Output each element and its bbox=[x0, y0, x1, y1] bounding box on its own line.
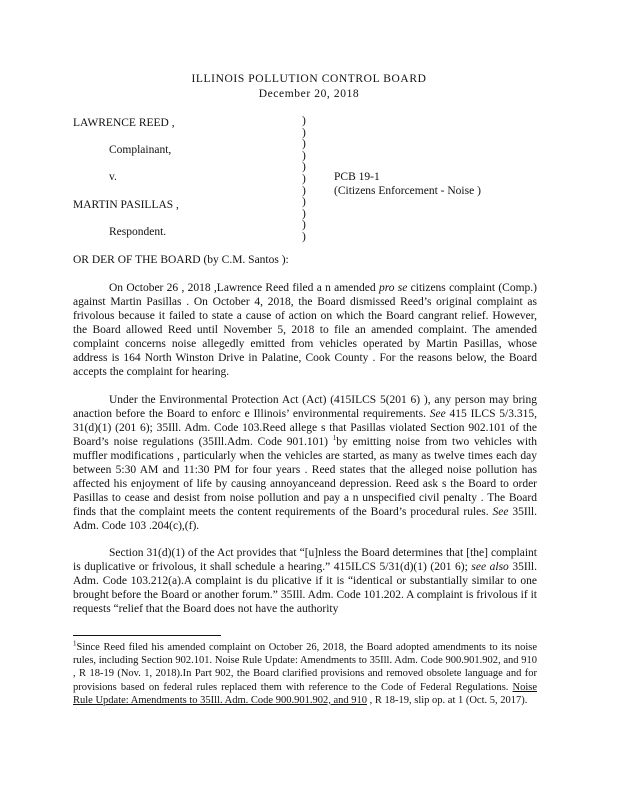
versus-label: v. bbox=[109, 171, 117, 183]
citation-signal: see also bbox=[471, 561, 509, 573]
paragraph-section-31 bbox=[73, 546, 537, 616]
paragraph-act-text-c: by emitting noise from two vehicles with muffler modifications , particularly when the vehicles are started, as many as twelve times each day between 5:30 AM and 11:30 PM for four years . Reed states that the alleged noise pollution has affected his enjoyment of life by causing annoyanceand depression. Reed ask s the Board to order Pasillas to cease and desist from noise pollution and pay a n unspecified civil penalty . The Board finds that the complaint meets the content requirements of the Board’s procedural rules. bbox=[73, 436, 537, 518]
paragraph-section-31-text-b: 35Ill. Adm. Code 103.212(a).A complaint is du plicative if it is “identical or substantially similar to one brought before the Board or another forum.” 35Ill. Adm. Code 101.202. A complaint is frivolous if it requests “relief that the Board does not have the authority bbox=[73, 561, 537, 615]
complainant-role: Complainant, bbox=[109, 144, 172, 156]
footnote-text-b: , R 18-19, slip op. at 1 (Oct. 5, 2017). bbox=[366, 694, 528, 706]
paragraph-act-text-d: 35Ill. Adm. Code 103 .204(c),(f). bbox=[73, 506, 537, 532]
order-heading: OR DER OF THE BOARD (by C.M. Santos ): bbox=[73, 254, 289, 266]
footnote bbox=[73, 641, 537, 707]
footnote-number: 1 bbox=[73, 639, 77, 648]
footnote-text-a: Since Reed filed his amended complaint on October 26, 2018, the Board adopted amendments to its noise rules, including Section 902.101. Noise Rule Update: Amendments to 35Ill. Adm. Code 900.901.902, and 910 , R 18-19 (Nov. 1, 2018).In Part 902, the Board clarified provisions and removed obsolete language and for provisions based on federal rules replaced them with reference to the Code of Federal Regulations. bbox=[73, 642, 537, 693]
pro-se-term: pro se bbox=[378, 282, 408, 294]
paragraph-act-text-a: Under the Environmental Protection Act (Act) (415ILCS 5(201 6) ), any person may bring anaction before the Board to enforc e Illinois’ environmental requirements. bbox=[73, 394, 537, 420]
paragraph-intro-text-b: citizens complaint (Comp.) against Martin Pasillas . On October 4, 2018, the Board dismissed Reed’s original complaint as frivolous because it failed to state a cause of action on which the Board cangrant relief. However, the Board allowed Reed until November 5, 2018 to file an amended complaint. The amended complaint concerns noise allegedly emitted from vehicles operated by Martin Pasillas, whose address is 164 North Winston Drive in Palatine, Cook County . For the reasons below, the Board accepts the complaint for hearing. bbox=[73, 282, 537, 378]
paragraph-intro bbox=[73, 281, 537, 379]
citation-signal: See bbox=[492, 506, 509, 518]
board-title: ILLINOIS POLLUTION CONTROL BOARD bbox=[191, 73, 427, 85]
order-date: December 20, 2018 bbox=[258, 88, 360, 100]
footnote-reference[interactable]: 1 bbox=[332, 434, 337, 443]
complainant-name: LAWRENCE REED , bbox=[73, 117, 175, 129]
case-type: (Citizens Enforcement - Noise ) bbox=[334, 185, 481, 197]
paragraph-intro-text-a: On October 26 , 2018 ,Lawrence Reed filed a n amended bbox=[109, 282, 379, 294]
citation-signal: See bbox=[429, 408, 446, 420]
respondent-role: Respondent. bbox=[109, 226, 167, 238]
respondent-name: MARTIN PASILLAS , bbox=[73, 199, 179, 211]
footnote-divider bbox=[73, 635, 221, 636]
case-number: PCB 19-1 bbox=[334, 171, 380, 183]
caption-parentheses: ) ) ) ) ) ) ) ) ) ) ) bbox=[302, 115, 306, 243]
paragraph-act-text-b: 415 ILCS 5/3.315, 31(d)(1) (201 6); 35Ill. Adm. Code 103.Reed allege s that Pasillas violated Section 902.101 of the Board’s noise regulations (35Ill.Adm. Code 901.101) bbox=[73, 408, 537, 448]
footnote-citation-underlined: Noise Rule Update: Amendments to 35Ill. Adm. Code 900.901.902, and 910 bbox=[73, 681, 537, 706]
paragraph-section-31-text-a: Section 31(d)(1) of the Act provides that “[u]nless the Board determines that [the] complaint is duplicative or frivolous, it shall schedule a hearing.” 415ILCS 5/31(d)(1) (201 6); bbox=[73, 547, 537, 573]
paragraph-act bbox=[73, 393, 537, 533]
